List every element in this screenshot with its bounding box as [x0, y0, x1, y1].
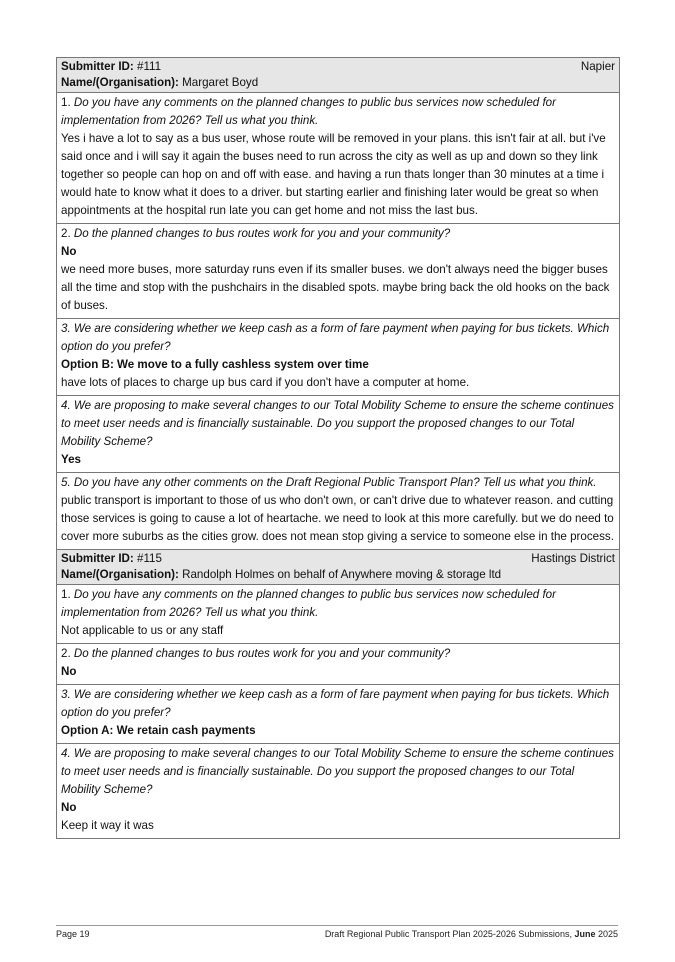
name-label: Name/(Organisation):	[61, 76, 183, 89]
question-text: Do the planned changes to bus routes work for you and your community?	[70, 647, 451, 660]
submitter-id-row	[61, 59, 615, 75]
submitter-id-label: Submitter ID:	[61, 60, 138, 73]
question-number: 1.	[61, 588, 71, 601]
answer-comment: public transport is important to those of us who don't own, or can't drive due to whatever reason. and cutting those services is going to cause a lot of heartache. we need to look at this more carefully. but we do need to cover more suburbs as the cities grow. does not mean stop giving a service to someone else in the process.	[61, 494, 614, 543]
question-text: Do the planned changes to bus routes work for you and your community?	[70, 227, 451, 240]
question	[61, 586, 615, 622]
question	[61, 474, 615, 492]
question-block	[57, 644, 619, 685]
answer-choice: Yes	[61, 453, 81, 466]
question-number: 1.	[61, 96, 71, 109]
submissions-table	[56, 57, 620, 839]
submitter-location: Napier	[580, 60, 615, 73]
question-number: 4.	[61, 399, 71, 412]
answer-choice: No	[61, 801, 77, 814]
submitter-id	[61, 551, 162, 567]
submitter-name: Margaret Boyd	[182, 76, 259, 89]
footer-divider	[56, 925, 618, 926]
answer-comment: have lots of places to charge up bus card if you don't have a computer at home.	[61, 376, 470, 389]
submitter-id-label: Submitter ID:	[61, 552, 138, 565]
question	[61, 94, 615, 130]
submitter-id-row	[61, 551, 615, 567]
name-label: Name/(Organisation):	[61, 568, 183, 581]
submitter-name-row	[61, 567, 615, 583]
question-text: We are proposing to make several changes to our Total Mobility Scheme to ensure the scheme continues to meet user needs and is financially sustainable. Do you support the proposed changes to our Total Mobility Scheme?	[61, 747, 614, 796]
question-block	[57, 224, 619, 319]
question	[61, 225, 615, 243]
question	[61, 686, 615, 722]
answer-choice: No	[61, 245, 77, 258]
question	[61, 397, 615, 451]
question-number: 3.	[61, 322, 71, 335]
question-text: Do you have any comments on the planned changes to public bus services now scheduled for implementation from 2026? Tell us what you think.	[61, 588, 556, 619]
question-number: 2.	[61, 227, 71, 240]
question-block	[57, 685, 619, 744]
question-number: 2.	[61, 647, 71, 660]
question-block	[57, 319, 619, 396]
submitter-id-value: #111	[137, 60, 162, 73]
question-text: We are proposing to make several changes to our Total Mobility Scheme to ensure the scheme continues to meet user needs and is financially sustainable. Do you support the proposed changes to our Total Mobility Scheme?	[61, 399, 614, 448]
question-block	[57, 93, 619, 224]
submitter-id-value: #115	[137, 552, 162, 565]
question	[61, 645, 615, 663]
answer-choice: Option B: We move to a fully cashless system over time	[61, 358, 369, 371]
question-block	[57, 396, 619, 473]
question-number: 3.	[61, 688, 71, 701]
answer-choice: Option A: We retain cash payments	[61, 724, 256, 737]
answer-comment: Keep it way it was	[61, 819, 154, 832]
question-block	[57, 585, 619, 644]
question-text: We are considering whether we keep cash as a form of fare payment when paying for bus tickets. Which option do you prefer?	[61, 322, 610, 353]
question-text: Do you have any other comments on the Draft Regional Public Transport Plan? Tell us what you think.	[70, 476, 597, 489]
answer-comment: we need more buses, more saturday runs even if its smaller buses. we don't always need the bigger buses all the time and stop with the pushchairs in the disabled spots. maybe bring back the old hooks on the back of buses.	[61, 263, 610, 312]
submitter-header	[57, 58, 619, 93]
submitter-header	[57, 550, 619, 585]
answer-comment: Not applicable to us or any staff	[61, 624, 224, 637]
question	[61, 745, 615, 799]
submitter-name: Randolph Holmes on behalf of Anywhere moving & storage ltd	[182, 568, 502, 581]
question-block	[57, 744, 619, 839]
submitter-id	[61, 59, 161, 75]
question-text: Do you have any comments on the planned changes to public bus services now scheduled for implementation from 2026? Tell us what you think.	[61, 96, 556, 127]
footer-year: 2025	[595, 929, 618, 939]
question-text: We are considering whether we keep cash as a form of fare payment when paying for bus tickets. Which option do you prefer?	[61, 688, 610, 719]
question-block	[57, 473, 619, 550]
question-number: 5.	[61, 476, 71, 489]
footer-title	[325, 929, 618, 939]
question-number: 4.	[61, 747, 71, 760]
footer-doc-title: Draft Regional Public Transport Plan 2025-2026 Submissions,	[324, 929, 575, 939]
submitter-location: Hastings District	[531, 552, 615, 565]
page-number: Page 19	[56, 929, 90, 939]
footer-month: June	[574, 929, 596, 939]
answer-comment: Yes i have a lot to say as a bus user, whose route will be removed in your plans. this isn't fair at all. but i've said once and i will say it again the buses need to run across the city as well as up and down so they link together so people can hop on and off with ease. and having a run thats longer than 30 minutes at a time i would hate to know what it does to a driver. but starting earlier and finishing later would be great so when appointments at the hospital run late you can get home and not miss the last bus.	[61, 132, 606, 217]
answer-choice: No	[61, 665, 77, 678]
question	[61, 320, 615, 356]
submitter-name-row	[61, 75, 615, 91]
